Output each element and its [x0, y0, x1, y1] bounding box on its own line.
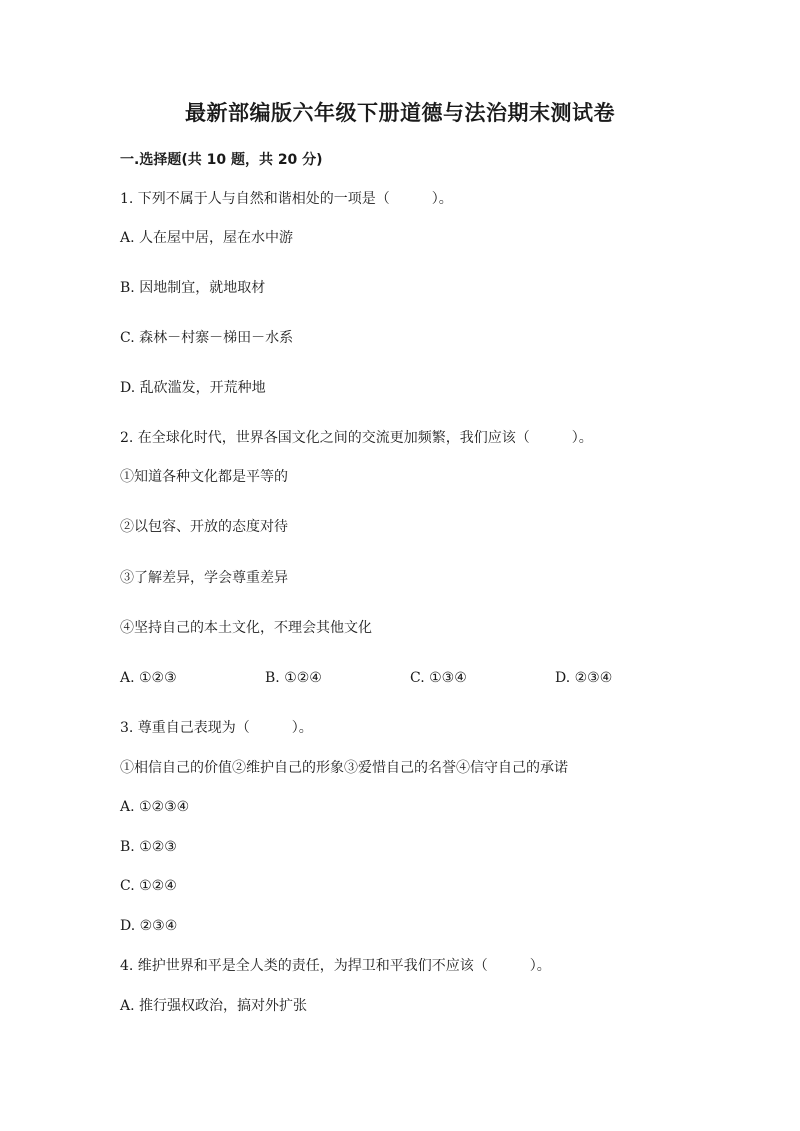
question-2-option-d: D. ②③④: [555, 670, 613, 686]
question-2-option-b: B. ①②④: [265, 670, 322, 686]
question-4-option-a: A. 推行强权政治，搞对外扩张: [120, 998, 308, 1014]
question-3-option-d: D. ②③④: [120, 918, 178, 934]
question-2-option-c: C. ①③④: [410, 670, 467, 686]
question-1-option-b: B. 因地制宜，就地取材: [120, 280, 266, 296]
question-3-statement: ①相信自己的价值②维护自己的形象③爱惜自己的名誉④信守自己的承诺: [120, 760, 568, 776]
page-title: 最新部编版六年级下册道德与法治期末测试卷: [185, 101, 615, 125]
question-2-statement-3: ③了解差异，学会尊重差异: [120, 570, 288, 586]
question-1-option-d: D. 乱砍滥发，开荒种地: [120, 380, 266, 396]
question-1-stem: 1. 下列不属于人与自然和谐相处的一项是（ ）。: [120, 191, 453, 207]
question-2-statement-4: ④坚持自己的本土文化，不理会其他文化: [120, 620, 372, 636]
question-2-statement-2: ②以包容、开放的态度对待: [120, 519, 288, 535]
question-2-stem: 2. 在全球化时代，世界各国文化之间的交流更加频繁，我们应该（ ）。: [120, 430, 593, 446]
question-3-option-b: B. ①②③: [120, 839, 177, 855]
question-1-option-c: C. 森林－村寨－梯田－水系: [120, 330, 294, 346]
question-3-option-c: C. ①②④: [120, 878, 177, 894]
section-heading: 一.选择题(共 10 题，共 20 分): [120, 152, 323, 168]
question-3-option-a: A. ①②③④: [120, 799, 190, 815]
question-3-stem: 3. 尊重自己表现为（ ）。: [120, 720, 313, 736]
question-2-statement-1: ①知道各种文化都是平等的: [120, 469, 288, 485]
question-2-option-a: A. ①②③: [120, 670, 177, 686]
question-1-option-a: A. 人在屋中居，屋在水中游: [120, 230, 294, 246]
question-4-stem: 4. 维护世界和平是全人类的责任，为捍卫和平我们不应该（ ）。: [120, 958, 551, 974]
